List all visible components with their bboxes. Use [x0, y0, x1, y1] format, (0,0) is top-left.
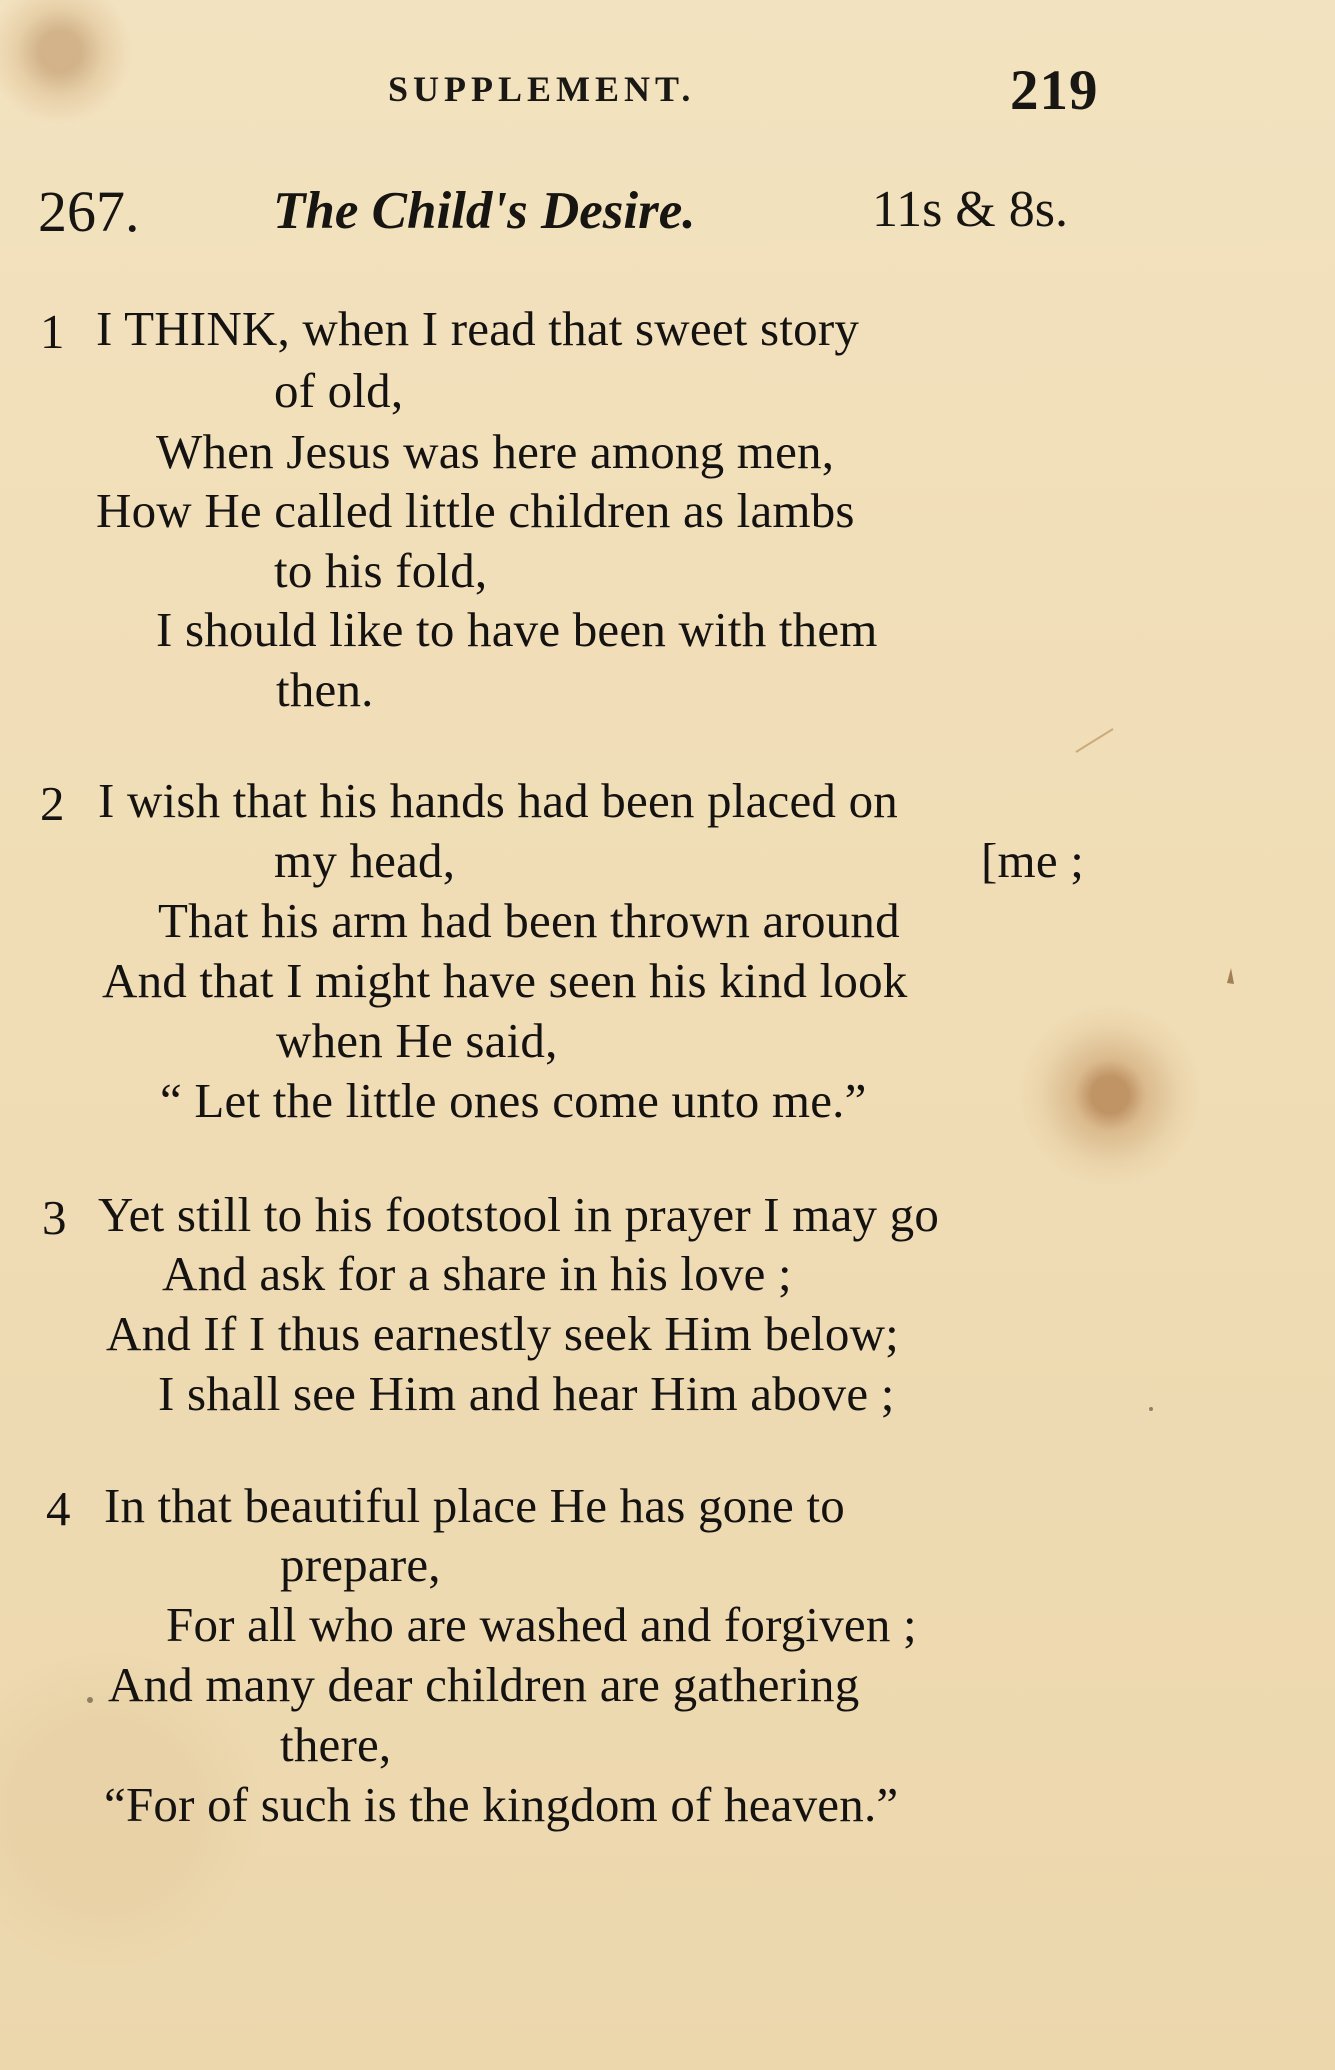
hymn-number: 267. [38, 179, 140, 244]
hymn-title: The Child's Desire. [273, 182, 696, 240]
verse-number-1: 1 [40, 304, 65, 359]
page-header [0, 58, 1335, 122]
verse-4-line-1: In that beautiful place He has gone to [104, 1478, 845, 1533]
verse-1-line-3: When Jesus was here among men, [156, 424, 835, 479]
verse-4-line-6: “For of such is the kingdom of heaven.” [104, 1777, 899, 1832]
ink-dot [1149, 1407, 1153, 1411]
verse-1-line-6: I should like to have been with them [156, 602, 878, 657]
verse-2-line-6: when He said, [276, 1013, 558, 1068]
verse-4-line-2: prepare, [280, 1537, 441, 1592]
verse-2-line-5: And that I might have seen his kind look [102, 953, 908, 1008]
verse-1-line-4: How He called little children as lambs [96, 483, 855, 538]
verse-1-line-2: of old, [274, 363, 404, 418]
verse-2-line-4: That his arm had been thrown around [158, 893, 900, 948]
verse-1-line-7: then. [276, 662, 374, 717]
margin-ink-mark [1227, 968, 1234, 984]
verse-number-2: 2 [40, 776, 65, 831]
verse-3-line-1: Yet still to his footstool in prayer I may go [98, 1187, 940, 1242]
verse-3-line-4: I shall see Him and hear Him above ; [158, 1366, 895, 1421]
verse-4-line-5: there, [280, 1717, 392, 1772]
hymn-meter: 11s & 8s. [872, 181, 1068, 238]
verse-3-line-2: And ask for a share in his love ; [162, 1246, 792, 1301]
verse-3-line-3: And If I thus earnestly seek Him below; [106, 1306, 899, 1361]
verse-2-line-1: I wish that his hands had been placed on [98, 773, 898, 828]
page-number: 219 [1010, 59, 1099, 122]
paper-crease-mark [1076, 729, 1113, 752]
verse-2-line-7: “ Let the little ones come unto me.” [160, 1073, 867, 1128]
verse-number-4: 4 [46, 1481, 71, 1536]
hymn-heading [0, 178, 1335, 248]
ink-dot [87, 1697, 93, 1703]
verse-4-line-4: And many dear children are gathering [108, 1657, 860, 1712]
verse-number-3: 3 [42, 1190, 67, 1245]
verse-1-line-1: I THINK, when I read that sweet story [96, 301, 860, 356]
verse-2-line-3: [me ; [981, 833, 1085, 888]
running-title: SUPPLEMENT. [388, 69, 696, 109]
verse-2-line-2: my head, [274, 833, 456, 888]
verse-4-line-3: For all who are washed and forgiven ; [166, 1597, 917, 1652]
verse-1-line-5: to his fold, [274, 543, 488, 598]
